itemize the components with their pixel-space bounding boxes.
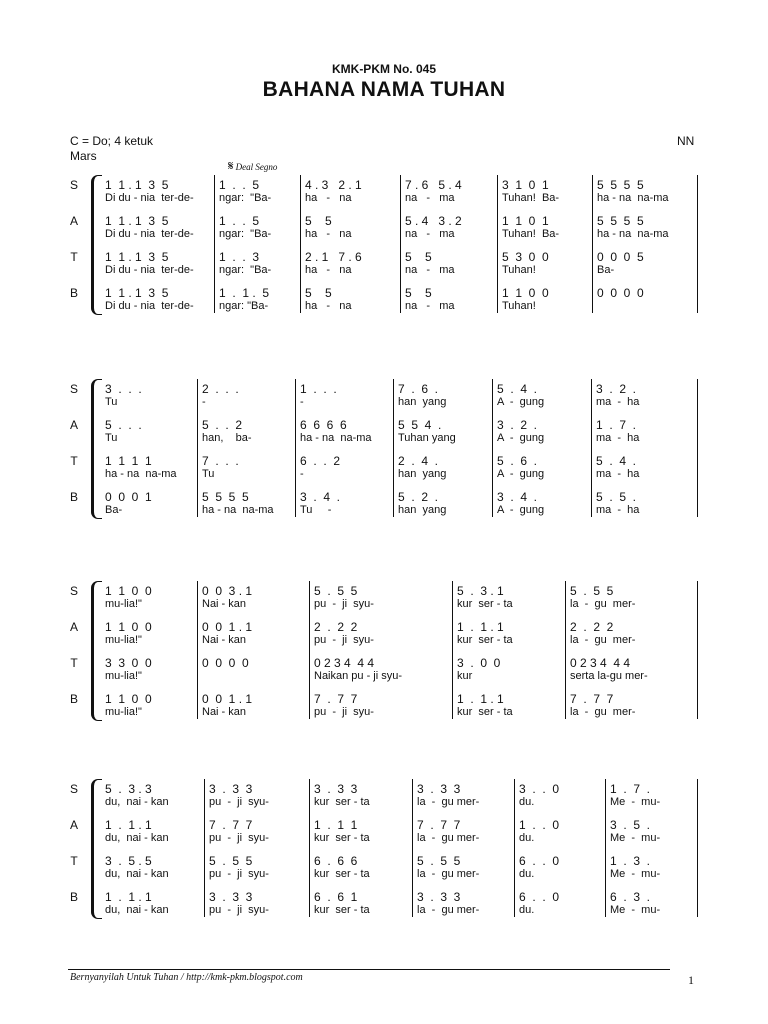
segno-label: Deal Segno (235, 162, 278, 172)
voice-label-s: S (69, 584, 78, 598)
lyric: pu - ji syu- (314, 598, 374, 610)
lyric: han yang (398, 396, 447, 408)
barline (452, 581, 453, 719)
note-group: 3 . . 0 (519, 782, 560, 796)
note-group: 7 . 6 . (398, 382, 439, 396)
barline (197, 379, 198, 517)
barline (492, 379, 493, 517)
note-group: 1 . 1 . 5 (219, 286, 270, 300)
lyric: Tu (202, 468, 215, 480)
note-group: 1 . 3 . (610, 854, 651, 868)
note-group: 1 . 7 . (610, 782, 651, 796)
lyric: Tuhan yang (398, 432, 456, 444)
lyric: na - ma (405, 228, 455, 240)
note-group: 2 . 4 . (398, 454, 439, 468)
voice-label-s: S (69, 782, 78, 796)
lyric: pu - ji syu- (209, 832, 269, 844)
system-bracket (91, 779, 102, 919)
lyric: la - gu mer- (570, 598, 636, 610)
footer-rule (68, 969, 670, 970)
note-group: 5 . 5 5 (570, 584, 614, 598)
note-group: 6 6 6 6 (300, 418, 347, 432)
page-number: 1 (688, 973, 694, 987)
note-group: 0 0 1 . 1 (202, 620, 253, 634)
barline (393, 379, 394, 517)
lyric: na - ma (405, 300, 455, 312)
barline (204, 779, 205, 917)
lyric: ha - na (305, 192, 352, 204)
note-group: 5 . 3 . 1 (457, 584, 504, 598)
segno-icon: 𝄋 (228, 158, 234, 173)
note-group: 3 . 2 . (497, 418, 538, 432)
lyric: du, nai - kan (105, 796, 169, 808)
lyric: pu - ji syu- (209, 904, 269, 916)
lyric: du, nai - kan (105, 904, 169, 916)
note-group: 0 0 0 0 (202, 656, 249, 670)
lyric: kur ser - ta (314, 796, 370, 808)
note-group: 0 0 0 0 (597, 286, 644, 300)
lyric: ha - na na-ma (105, 468, 177, 480)
voice-label-b: B (69, 490, 78, 504)
tempo-style: Mars (70, 149, 97, 163)
note-group: 0 0 1 . 1 (202, 692, 253, 706)
voice-label-a: A (69, 418, 78, 432)
note-group: 5 . 6 . (497, 454, 538, 468)
note-group: 1 1 0 0 (105, 620, 152, 634)
barline (697, 379, 698, 517)
lyric: du. (519, 832, 535, 844)
lyric: ha - na na-ma (300, 432, 372, 444)
lyric: na - ma (405, 192, 455, 204)
lyric: kur ser - ta (314, 868, 370, 880)
system-bracket (91, 379, 102, 519)
lyric: mu-lia!" (105, 706, 142, 718)
note-group: 5 . 5 5 (314, 584, 358, 598)
note-group: 5 . 4 3 . 2 (405, 214, 462, 228)
barline (697, 175, 698, 313)
note-group: 5 5 (305, 214, 332, 228)
lyric: ngar: "Ba- (219, 264, 272, 276)
voice-label-t: T (70, 854, 78, 868)
lyric: pu - ji syu- (314, 706, 374, 718)
note-group: 0 0 3 . 1 (202, 584, 253, 598)
barline (605, 779, 606, 917)
lyric: ngar: "Ba- (219, 192, 272, 204)
note-group: 1 1 0 0 (105, 584, 152, 598)
voice-label-t: T (70, 656, 78, 670)
note-group: 1 1 . 1 3 5 (105, 214, 169, 228)
lyric: la - gu mer- (417, 868, 480, 880)
barline (697, 779, 698, 917)
note-group: 5 . 5 5 (209, 854, 253, 868)
note-group: 1 . . 5 (219, 178, 260, 192)
lyric: pu - ji syu- (209, 868, 269, 880)
note-group: 3 . 3 3 (314, 782, 358, 796)
note-group: 5 . 3 . 3 (105, 782, 152, 796)
voice-label-a: A (69, 620, 78, 634)
lyric: kur ser - ta (314, 832, 370, 844)
note-group: 1 1 . 1 3 5 (105, 178, 169, 192)
note-group: 6 . . 0 (519, 854, 560, 868)
voice-label-s: S (69, 382, 78, 396)
lyric: ngar: "Ba- (219, 300, 269, 312)
note-group: 5 5 (405, 286, 432, 300)
note-group: 3 . 3 3 (209, 890, 253, 904)
lyric: Tu (105, 432, 118, 444)
lyric: - (202, 396, 206, 408)
note-group: 1 . . 0 (519, 818, 560, 832)
lyric: Me - mu- (610, 868, 661, 880)
note-group: 5 . 5 . (596, 490, 637, 504)
note-group: 5 . 2 . (398, 490, 439, 504)
barline (309, 581, 310, 719)
song-title: BAHANA NAMA TUHAN (262, 78, 506, 101)
note-group: 5 5 5 5 (597, 214, 644, 228)
lyric: han, ba- (202, 432, 252, 444)
note-group: 1 . 1 . 1 (457, 620, 504, 634)
lyric: A - gung (497, 468, 545, 480)
note-group: 1 1 0 0 (105, 692, 152, 706)
barline (300, 175, 301, 313)
note-group: 3 . 3 3 (209, 782, 253, 796)
note-group: 3 . 3 3 (417, 782, 461, 796)
lyric: ma - ha (596, 504, 640, 516)
note-group: 5 5 5 5 (597, 178, 644, 192)
note-group: 1 1 0 1 (502, 214, 549, 228)
lyric: Di du - nia ter-de- (105, 192, 194, 204)
lyric: Ba- (105, 504, 123, 516)
barline (214, 175, 215, 313)
note-group: 1 . 1 . 1 (105, 890, 152, 904)
note-group: 2 . 2 2 (314, 620, 358, 634)
lyric: kur ser - ta (314, 904, 370, 916)
lyric: mu-lia!" (105, 598, 142, 610)
lyric: mu-lia!" (105, 670, 142, 682)
lyric: Di du - nia ter-de- (105, 300, 194, 312)
lyric: kur ser - ta (457, 634, 513, 646)
barline (514, 779, 515, 917)
lyric: du. (519, 868, 535, 880)
lyric: ha - na (305, 228, 352, 240)
note-group: 3 . 0 0 (457, 656, 501, 670)
lyric: kur ser - ta (457, 706, 513, 718)
lyric: serta la-gu mer- (570, 670, 648, 682)
barline (591, 379, 592, 517)
note-group: 3 . 4 . (300, 490, 341, 504)
note-group: 0 2 3 4 4 4 (314, 656, 375, 670)
note-group: 3 1 0 1 (502, 178, 549, 192)
voice-label-a: A (69, 818, 78, 832)
lyric: Me - mu- (610, 796, 661, 808)
note-group: 1 1 1 1 (105, 454, 152, 468)
lyric: Nai - kan (202, 598, 247, 610)
note-group: 3 . . . (105, 382, 142, 396)
barline (412, 779, 413, 917)
lyric: Tuhan! (502, 300, 536, 312)
lyric: Nai - kan (202, 706, 247, 718)
note-group: 5 5 (405, 250, 432, 264)
lyric: ma - ha (596, 432, 640, 444)
lyric: Me - mu- (610, 832, 661, 844)
lyric: la - gu mer- (417, 832, 480, 844)
lyric: na - ma (405, 264, 455, 276)
note-group: 6 . 6 1 (314, 890, 358, 904)
lyric: la - gu mer- (570, 706, 636, 718)
lyric: Tu - (300, 504, 332, 516)
lyric: Tuhan! Ba- (502, 192, 560, 204)
note-group: 5 . . . (105, 418, 142, 432)
note-group: 3 3 0 0 (105, 656, 152, 670)
note-group: 7 . 7 7 (570, 692, 614, 706)
note-group: 3 . 4 . (497, 490, 538, 504)
barline (295, 379, 296, 517)
lyric: Tu (105, 396, 118, 408)
note-group: 3 . 3 3 (417, 890, 461, 904)
lyric: kur (457, 670, 473, 682)
lyric: Me - mu- (610, 904, 661, 916)
lyric: la - gu mer- (417, 904, 480, 916)
lyric: A - gung (497, 504, 545, 516)
note-group: 0 2 3 4 4 4 (570, 656, 631, 670)
lyric: la - gu mer- (570, 634, 636, 646)
note-group: 7 . 7 7 (209, 818, 253, 832)
note-group: 5 . 4 . (596, 454, 637, 468)
note-group: 5 5 5 5 (202, 490, 249, 504)
lyric: - (300, 468, 304, 480)
note-group: 7 . 6 5 . 4 (405, 178, 462, 192)
note-group: 3 . 5 . 5 (105, 854, 152, 868)
lyric: Tuhan! Ba- (502, 228, 560, 240)
barline (197, 581, 198, 719)
author: NN (677, 134, 695, 148)
lyric: ma - ha (596, 396, 640, 408)
note-group: 6 . . 2 (300, 454, 341, 468)
lyric: pu - ji syu- (209, 796, 269, 808)
lyric: pu - ji syu- (314, 634, 374, 646)
system-bracket (91, 581, 102, 721)
note-group: 6 . 3 . (610, 890, 651, 904)
barline (592, 175, 593, 313)
song-code: KMK-PKM No. 045 (331, 62, 436, 76)
note-group: 5 5 4 . (398, 418, 442, 432)
note-group: 1 1 0 0 (502, 286, 549, 300)
note-group: 1 1 . 1 3 5 (105, 250, 169, 264)
system-bracket (91, 175, 102, 315)
lyric: han yang (398, 468, 447, 480)
note-group: 0 0 0 5 (597, 250, 644, 264)
note-group: 1 . 1 . 1 (105, 818, 152, 832)
note-group: 1 . . . (300, 382, 337, 396)
voice-label-a: A (69, 214, 78, 228)
note-group: 3 . 5 . (610, 818, 651, 832)
lyric: kur ser - ta (457, 598, 513, 610)
note-group: 4 . 3 2 . 1 (305, 178, 362, 192)
barline (497, 175, 498, 313)
voice-label-t: T (70, 454, 78, 468)
lyric: A - gung (497, 432, 545, 444)
note-group: 5 3 0 0 (502, 250, 549, 264)
note-group: 2 . . . (202, 382, 239, 396)
note-group: 5 . . 2 (202, 418, 243, 432)
voice-label-s: S (69, 178, 78, 192)
note-group: 6 . 6 6 (314, 854, 358, 868)
lyric: mu-lia!" (105, 634, 142, 646)
voice-label-b: B (69, 692, 78, 706)
note-group: 1 . 1 . 1 (457, 692, 504, 706)
note-group: 2 . 1 7 . 6 (305, 250, 362, 264)
key-signature: C = Do; 4 ketuk (70, 134, 154, 148)
lyric: du, nai - kan (105, 868, 169, 880)
voice-label-b: B (69, 286, 78, 300)
lyric: Di du - nia ter-de- (105, 264, 194, 276)
barline (565, 581, 566, 719)
lyric: ha - na (305, 300, 352, 312)
lyric: ha - na na-ma (597, 228, 669, 240)
lyric: ngar: "Ba- (219, 228, 272, 240)
note-group: 1 . . 5 (219, 214, 260, 228)
note-group: 1 1 . 1 3 5 (105, 286, 169, 300)
note-group: 1 . . 3 (219, 250, 260, 264)
lyric: ha - na na-ma (202, 504, 274, 516)
lyric: Tuhan! (502, 264, 536, 276)
lyric: ha - na (305, 264, 352, 276)
lyric: Nai - kan (202, 634, 247, 646)
barline (400, 175, 401, 313)
barline (697, 581, 698, 719)
note-group: 5 5 (305, 286, 332, 300)
segno-mark (228, 158, 277, 174)
lyric: - (300, 396, 304, 408)
lyric: ma - ha (596, 468, 640, 480)
note-group: 1 . 1 1 (314, 818, 358, 832)
lyric: du. (519, 904, 535, 916)
note-group: 7 . 7 7 (417, 818, 461, 832)
lyric: Ba- (597, 264, 615, 276)
voice-label-b: B (69, 890, 78, 904)
lyric: du. (519, 796, 535, 808)
lyric: la - gu mer- (417, 796, 480, 808)
lyric: han yang (398, 504, 447, 516)
note-group: 5 . 4 . (497, 382, 538, 396)
lyric: du, nai - kan (105, 832, 169, 844)
note-group: 1 . 7 . (596, 418, 637, 432)
note-group: 5 . 5 5 (417, 854, 461, 868)
note-group: 7 . . . (202, 454, 239, 468)
barline (309, 779, 310, 917)
footer-text: Bernyanyilah Untuk Tuhan / http://kmk-pkm.blogspot.com (70, 972, 303, 983)
note-group: 0 0 0 1 (105, 490, 152, 504)
lyric: A - gung (497, 396, 545, 408)
note-group: 6 . . 0 (519, 890, 560, 904)
note-group: 3 . 2 . (596, 382, 637, 396)
voice-label-t: T (70, 250, 78, 264)
note-group: 2 . 2 2 (570, 620, 614, 634)
lyric: Naikan pu - ji syu- (314, 670, 403, 682)
lyric: ha - na na-ma (597, 192, 669, 204)
lyric: Di du - nia ter-de- (105, 228, 194, 240)
note-group: 7 . 7 7 (314, 692, 358, 706)
